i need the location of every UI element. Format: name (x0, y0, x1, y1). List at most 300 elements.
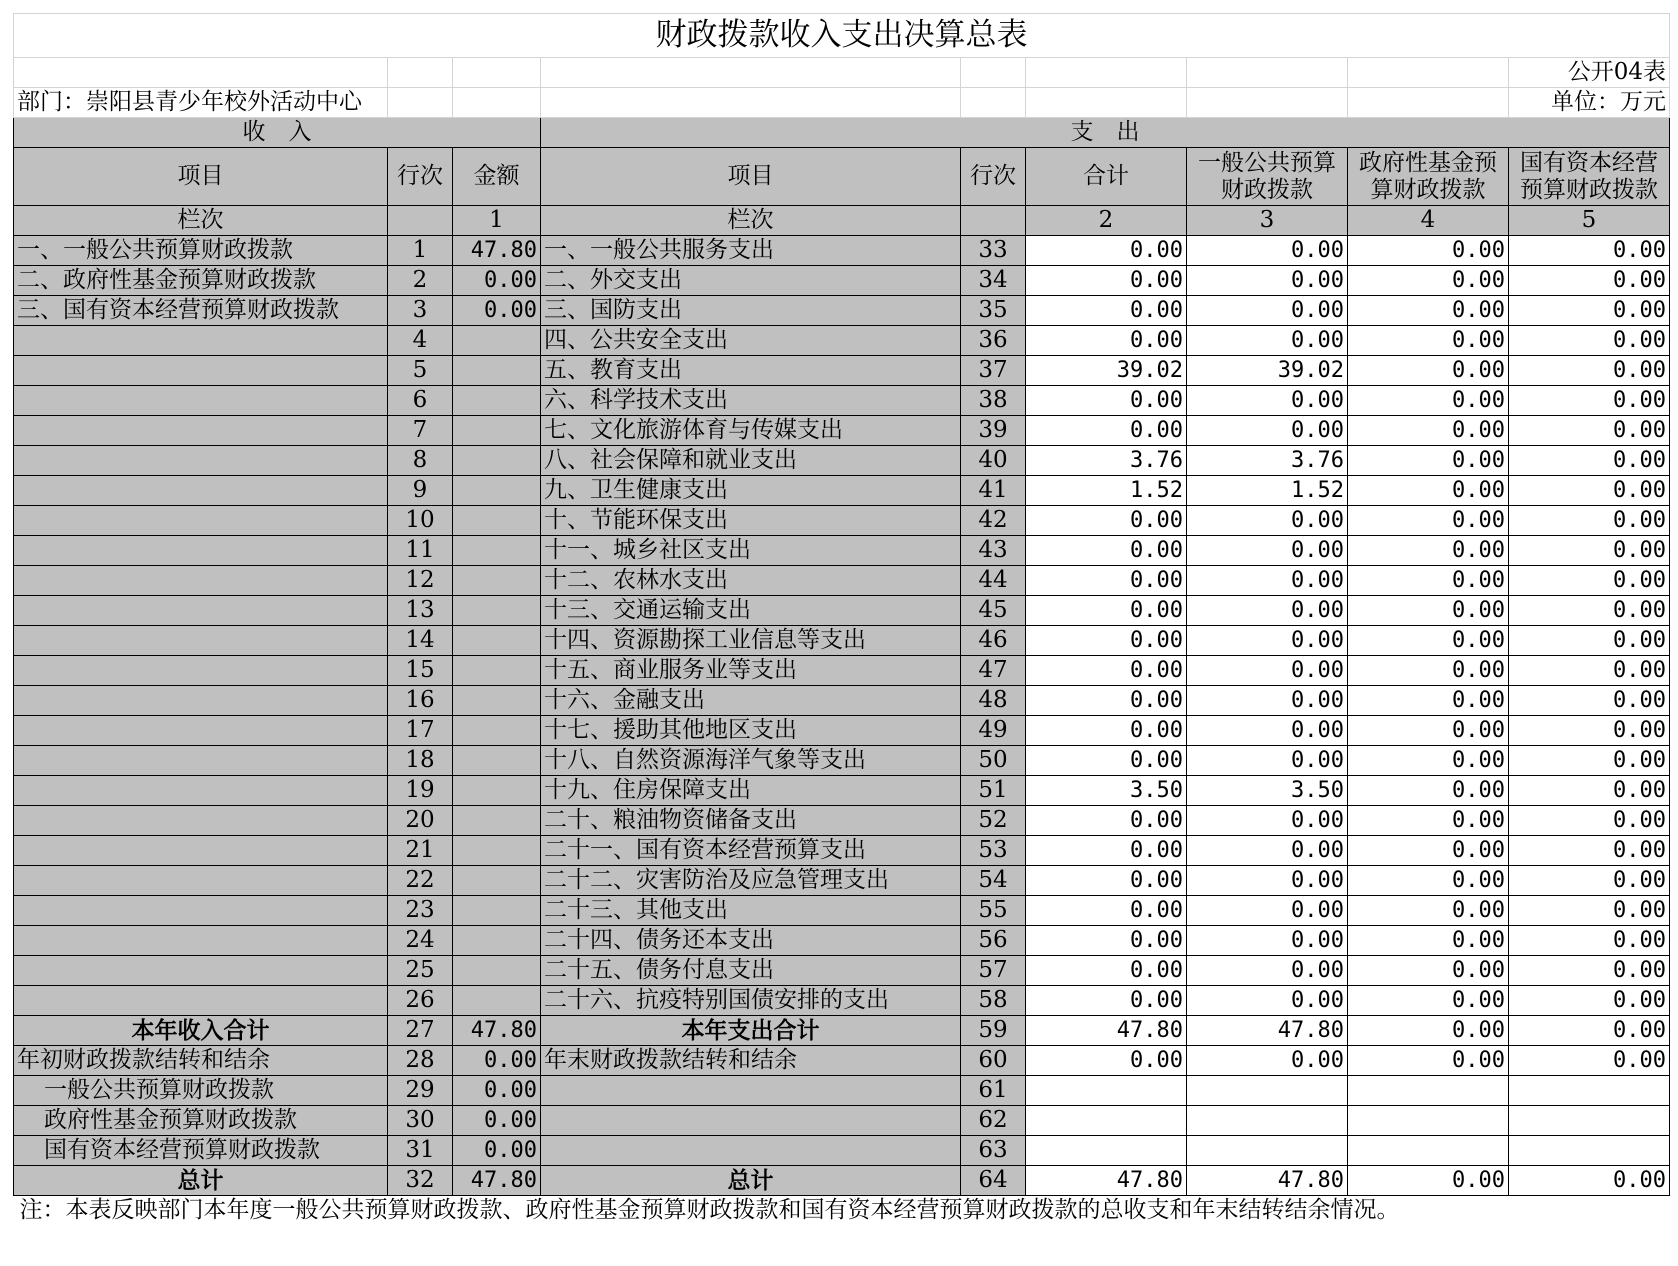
expense-row-number: 58 (961, 986, 1026, 1016)
expense-total: 0.00 (1026, 716, 1187, 746)
expense-general: 0.00 (1187, 536, 1348, 566)
expense-general: 0.00 (1187, 506, 1348, 536)
income-item (14, 326, 388, 356)
expense-state: 0.00 (1509, 776, 1670, 806)
expense-total: 0.00 (1026, 596, 1187, 626)
expense-general: 0.00 (1187, 386, 1348, 416)
expense-row-number: 39 (961, 416, 1026, 446)
expense-state: 0.00 (1509, 656, 1670, 686)
expense-total (1026, 1106, 1187, 1136)
expense-state: 0.00 (1509, 446, 1670, 476)
income-amount (453, 806, 541, 836)
expense-row-number: 63 (961, 1136, 1026, 1166)
expense-row-number: 46 (961, 626, 1026, 656)
expense-item: 总计 (541, 1166, 961, 1196)
expense-total: 0.00 (1026, 236, 1187, 266)
expense-total: 0.00 (1026, 746, 1187, 776)
expense-state: 0.00 (1509, 536, 1670, 566)
income-amount (453, 836, 541, 866)
expense-state: 0.00 (1509, 386, 1670, 416)
expense-state: 0.00 (1509, 806, 1670, 836)
table-row (14, 536, 1670, 566)
expense-total: 0.00 (1026, 416, 1187, 446)
income-item: 一、一般公共预算财政拨款 (14, 236, 388, 266)
income-item (14, 476, 388, 506)
income-amount: 0.00 (453, 1046, 541, 1076)
expense-general: 0.00 (1187, 1046, 1348, 1076)
expense-fund: 0.00 (1348, 1016, 1509, 1046)
expense-general: 1.52 (1187, 476, 1348, 506)
expense-row-number: 45 (961, 596, 1026, 626)
income-amount (453, 986, 541, 1016)
income-amount (453, 956, 541, 986)
expense-item: 十、节能环保支出 (541, 506, 961, 536)
expense-state: 0.00 (1509, 956, 1670, 986)
table-row (14, 326, 1670, 356)
carryover-row (14, 1136, 1670, 1166)
expense-total: 0.00 (1026, 836, 1187, 866)
expense-fund: 0.00 (1348, 236, 1509, 266)
expense-state (1509, 1076, 1670, 1106)
expense-item: 五、教育支出 (541, 356, 961, 386)
expense-fund: 0.00 (1348, 596, 1509, 626)
income-row-number: 20 (388, 806, 453, 836)
expense-fund: 0.00 (1348, 296, 1509, 326)
expense-item: 本年支出合计 (541, 1016, 961, 1046)
income-amount (453, 776, 541, 806)
expense-total: 0.00 (1026, 926, 1187, 956)
expense-general: 0.00 (1187, 596, 1348, 626)
table-row (14, 506, 1670, 536)
expense-total: 0.00 (1026, 806, 1187, 836)
expense-section-header: 支 出 (541, 118, 1670, 148)
expense-item: 八、社会保障和就业支出 (541, 446, 961, 476)
income-item (14, 566, 388, 596)
expense-fund-header: 政府性基金预算财政拨款 (1348, 148, 1509, 206)
expense-item (541, 1136, 961, 1166)
expense-general: 0.00 (1187, 326, 1348, 356)
expense-row-number: 50 (961, 746, 1026, 776)
expense-general: 0.00 (1187, 416, 1348, 446)
expense-general: 0.00 (1187, 926, 1348, 956)
expense-fund (1348, 1076, 1509, 1106)
expense-row-number: 64 (961, 1166, 1026, 1196)
expense-total: 0.00 (1026, 1046, 1187, 1076)
table-row (14, 956, 1670, 986)
income-item (14, 446, 388, 476)
income-amount (453, 326, 541, 356)
expense-general: 0.00 (1187, 866, 1348, 896)
expense-general: 0.00 (1187, 296, 1348, 326)
expense-item: 二十、粮油物资储备支出 (541, 806, 961, 836)
expense-fund: 0.00 (1348, 626, 1509, 656)
income-item (14, 686, 388, 716)
expense-state: 0.00 (1509, 1016, 1670, 1046)
expense-general: 0.00 (1187, 656, 1348, 686)
income-amount (453, 866, 541, 896)
income-amount (453, 566, 541, 596)
expense-item: 六、科学技术支出 (541, 386, 961, 416)
expense-row-number: 55 (961, 896, 1026, 926)
income-amount: 0.00 (453, 266, 541, 296)
income-amount: 47.80 (453, 1016, 541, 1046)
expense-row-column-index (961, 206, 1026, 236)
total-row (14, 1166, 1670, 1196)
general-column-index: 3 (1187, 206, 1348, 236)
income-row-number: 32 (388, 1166, 453, 1196)
income-row-number: 1 (388, 236, 453, 266)
expense-state: 0.00 (1509, 1046, 1670, 1076)
carryover-row (14, 1106, 1670, 1136)
expense-total: 0.00 (1026, 386, 1187, 416)
income-item (14, 956, 388, 986)
expense-item: 十四、资源勘探工业信息等支出 (541, 626, 961, 656)
income-amount: 47.80 (453, 1166, 541, 1196)
income-section-header: 收 入 (14, 118, 541, 148)
expense-general: 0.00 (1187, 686, 1348, 716)
expense-row-number: 49 (961, 716, 1026, 746)
expense-item: 十五、商业服务业等支出 (541, 656, 961, 686)
expense-state: 0.00 (1509, 746, 1670, 776)
expense-row-number: 47 (961, 656, 1026, 686)
expense-state: 0.00 (1509, 626, 1670, 656)
income-item (14, 506, 388, 536)
expense-fund: 0.00 (1348, 716, 1509, 746)
income-amount (453, 926, 541, 956)
expense-item: 四、公共安全支出 (541, 326, 961, 356)
expense-column-label: 栏次 (541, 206, 961, 236)
table-note: 注：本表反映部门本年度一般公共预算财政拨款、政府性基金预算财政拨款和国有资本经营预算财政拨款的总收支和年末结转结余情况。 (14, 1196, 1670, 1226)
expense-general (1187, 1136, 1348, 1166)
expense-state: 0.00 (1509, 896, 1670, 926)
expense-fund: 0.00 (1348, 386, 1509, 416)
expense-item (541, 1076, 961, 1106)
expense-row-number: 40 (961, 446, 1026, 476)
expense-fund (1348, 1106, 1509, 1136)
expense-general: 0.00 (1187, 836, 1348, 866)
expense-state: 0.00 (1509, 566, 1670, 596)
income-item (14, 716, 388, 746)
expense-total: 0.00 (1026, 626, 1187, 656)
income-amount (453, 686, 541, 716)
income-amount (453, 476, 541, 506)
expense-fund: 0.00 (1348, 266, 1509, 296)
expense-fund: 0.00 (1348, 686, 1509, 716)
expense-total (1026, 1076, 1187, 1106)
expense-general: 3.50 (1187, 776, 1348, 806)
expense-item: 十六、金融支出 (541, 686, 961, 716)
expense-state (1509, 1136, 1670, 1166)
expense-state: 0.00 (1509, 926, 1670, 956)
table-row (14, 356, 1670, 386)
expense-item: 七、文化旅游体育与传媒支出 (541, 416, 961, 446)
expense-total: 47.80 (1026, 1016, 1187, 1046)
expense-general: 0.00 (1187, 746, 1348, 776)
expense-item: 二十五、债务付息支出 (541, 956, 961, 986)
income-row-number: 17 (388, 716, 453, 746)
expense-state: 0.00 (1509, 596, 1670, 626)
expense-row-number: 56 (961, 926, 1026, 956)
income-amount (453, 506, 541, 536)
expense-total: 0.00 (1026, 326, 1187, 356)
expense-fund: 0.00 (1348, 566, 1509, 596)
table-row (14, 806, 1670, 836)
expense-row-number: 35 (961, 296, 1026, 326)
income-item (14, 866, 388, 896)
expense-item: 二十六、抗疫特别国债安排的支出 (541, 986, 961, 1016)
expense-fund: 0.00 (1348, 836, 1509, 866)
expense-row-number: 36 (961, 326, 1026, 356)
table-row (14, 476, 1670, 506)
expense-general: 0.00 (1187, 566, 1348, 596)
income-item: 三、国有资本经营预算财政拨款 (14, 296, 388, 326)
expense-general (1187, 1076, 1348, 1106)
income-item (14, 806, 388, 836)
income-item (14, 626, 388, 656)
income-row-number: 13 (388, 596, 453, 626)
expense-state: 0.00 (1509, 416, 1670, 446)
table-row (14, 626, 1670, 656)
unit-label: 单位：万元 (1509, 88, 1670, 118)
department-label: 部门：崇阳县青少年校外活动中心 (14, 88, 388, 118)
expense-row-number: 43 (961, 536, 1026, 566)
income-row-number: 21 (388, 836, 453, 866)
table-row (14, 296, 1670, 326)
income-item: 国有资本经营预算财政拨款 (14, 1136, 388, 1166)
income-item: 本年收入合计 (14, 1016, 388, 1046)
income-row-number: 29 (388, 1076, 453, 1106)
fund-column-index: 4 (1348, 206, 1509, 236)
expense-total: 0.00 (1026, 896, 1187, 926)
expense-state: 0.00 (1509, 356, 1670, 386)
expense-general: 0.00 (1187, 956, 1348, 986)
expense-fund: 0.00 (1348, 506, 1509, 536)
table-row (14, 686, 1670, 716)
expense-row-number: 57 (961, 956, 1026, 986)
expense-fund: 0.00 (1348, 806, 1509, 836)
income-row-number: 9 (388, 476, 453, 506)
subtotal-row (14, 1016, 1670, 1046)
expense-state (1509, 1106, 1670, 1136)
expense-fund: 0.00 (1348, 356, 1509, 386)
income-item (14, 746, 388, 776)
income-column-label: 栏次 (14, 206, 388, 236)
income-row-number: 10 (388, 506, 453, 536)
income-item (14, 596, 388, 626)
expense-state: 0.00 (1509, 236, 1670, 266)
expense-fund: 0.00 (1348, 446, 1509, 476)
table-row (14, 836, 1670, 866)
expense-general: 0.00 (1187, 236, 1348, 266)
expense-total: 39.02 (1026, 356, 1187, 386)
income-item (14, 896, 388, 926)
income-amount: 0.00 (453, 1076, 541, 1106)
income-row-number: 4 (388, 326, 453, 356)
income-amount: 0.00 (453, 296, 541, 326)
income-row-number: 15 (388, 656, 453, 686)
table-row (14, 656, 1670, 686)
expense-item: 十三、交通运输支出 (541, 596, 961, 626)
expense-row-number: 44 (961, 566, 1026, 596)
expense-general: 0.00 (1187, 986, 1348, 1016)
expense-item: 三、国防支出 (541, 296, 961, 326)
expense-fund: 0.00 (1348, 986, 1509, 1016)
income-column-index: 1 (453, 206, 541, 236)
income-row-number: 11 (388, 536, 453, 566)
expense-item: 九、卫生健康支出 (541, 476, 961, 506)
income-amount (453, 356, 541, 386)
expense-fund: 0.00 (1348, 956, 1509, 986)
expense-general: 0.00 (1187, 266, 1348, 296)
income-row-number: 7 (388, 416, 453, 446)
table-row (14, 896, 1670, 926)
expense-fund: 0.00 (1348, 656, 1509, 686)
expense-total: 0.00 (1026, 266, 1187, 296)
expense-total: 0.00 (1026, 566, 1187, 596)
income-row-number: 19 (388, 776, 453, 806)
income-row-header: 行次 (388, 148, 453, 206)
expense-total-header: 合计 (1026, 148, 1187, 206)
income-item: 政府性基金预算财政拨款 (14, 1106, 388, 1136)
total-column-index: 2 (1026, 206, 1187, 236)
expense-general: 47.80 (1187, 1016, 1348, 1046)
expense-row-number: 34 (961, 266, 1026, 296)
income-row-number: 30 (388, 1106, 453, 1136)
expense-fund: 0.00 (1348, 536, 1509, 566)
income-row-number: 5 (388, 356, 453, 386)
expense-row-number: 61 (961, 1076, 1026, 1106)
expense-item: 十一、城乡社区支出 (541, 536, 961, 566)
expense-general (1187, 1106, 1348, 1136)
table-row (14, 596, 1670, 626)
income-item: 年初财政拨款结转和结余 (14, 1046, 388, 1076)
expense-total: 0.00 (1026, 536, 1187, 566)
income-row-number: 22 (388, 866, 453, 896)
income-item (14, 536, 388, 566)
expense-state: 0.00 (1509, 296, 1670, 326)
expense-general: 0.00 (1187, 896, 1348, 926)
income-row-number: 23 (388, 896, 453, 926)
table-row (14, 266, 1670, 296)
expense-row-number: 37 (961, 356, 1026, 386)
expense-item: 年末财政拨款结转和结余 (541, 1046, 961, 1076)
expense-row-number: 54 (961, 866, 1026, 896)
income-amount: 0.00 (453, 1136, 541, 1166)
expense-state: 0.00 (1509, 866, 1670, 896)
income-amount-header: 金额 (453, 148, 541, 206)
table-row (14, 926, 1670, 956)
expense-row-number: 60 (961, 1046, 1026, 1076)
income-row-number: 8 (388, 446, 453, 476)
table-row (14, 746, 1670, 776)
table-row (14, 866, 1670, 896)
income-item (14, 356, 388, 386)
income-item: 一般公共预算财政拨款 (14, 1076, 388, 1106)
expense-general: 39.02 (1187, 356, 1348, 386)
expense-total: 3.76 (1026, 446, 1187, 476)
income-item-header: 项目 (14, 148, 388, 206)
expense-item: 二、外交支出 (541, 266, 961, 296)
expense-total: 0.00 (1026, 866, 1187, 896)
income-row-column-index (388, 206, 453, 236)
expense-row-number: 53 (961, 836, 1026, 866)
form-number: 公开04表 (1509, 58, 1670, 88)
expense-state: 0.00 (1509, 326, 1670, 356)
expense-fund: 0.00 (1348, 1166, 1509, 1196)
expense-fund: 0.00 (1348, 896, 1509, 926)
income-item (14, 836, 388, 866)
expense-item: 二十三、其他支出 (541, 896, 961, 926)
expense-general: 0.00 (1187, 716, 1348, 746)
expense-total: 0.00 (1026, 686, 1187, 716)
budget-table (13, 13, 1670, 1225)
income-row-number: 31 (388, 1136, 453, 1166)
expense-general: 3.76 (1187, 446, 1348, 476)
table-row (14, 386, 1670, 416)
expense-item: 二十四、债务还本支出 (541, 926, 961, 956)
expense-total: 0.00 (1026, 656, 1187, 686)
income-item (14, 986, 388, 1016)
expense-row-number: 62 (961, 1106, 1026, 1136)
income-amount (453, 416, 541, 446)
expense-total: 0.00 (1026, 506, 1187, 536)
income-amount (453, 596, 541, 626)
expense-state: 0.00 (1509, 986, 1670, 1016)
expense-item-header: 项目 (541, 148, 961, 206)
expense-total: 0.00 (1026, 986, 1187, 1016)
income-row-number: 16 (388, 686, 453, 716)
expense-item: 二十一、国有资本经营预算支出 (541, 836, 961, 866)
expense-fund: 0.00 (1348, 746, 1509, 776)
income-amount (453, 716, 541, 746)
expense-state: 0.00 (1509, 686, 1670, 716)
expense-item (541, 1106, 961, 1136)
expense-item: 一、一般公共服务支出 (541, 236, 961, 266)
income-row-number: 28 (388, 1046, 453, 1076)
expense-fund: 0.00 (1348, 416, 1509, 446)
income-amount (453, 656, 541, 686)
expense-state-header: 国有资本经营预算财政拨款 (1509, 148, 1670, 206)
expense-general: 0.00 (1187, 626, 1348, 656)
income-amount (453, 386, 541, 416)
income-amount (453, 746, 541, 776)
expense-total: 3.50 (1026, 776, 1187, 806)
income-amount (453, 626, 541, 656)
expense-total: 1.52 (1026, 476, 1187, 506)
expense-state: 0.00 (1509, 506, 1670, 536)
table-row (14, 236, 1670, 266)
expense-item: 十七、援助其他地区支出 (541, 716, 961, 746)
income-row-number: 27 (388, 1016, 453, 1046)
expense-general-header: 一般公共预算财政拨款 (1187, 148, 1348, 206)
income-row-number: 3 (388, 296, 453, 326)
income-row-number: 2 (388, 266, 453, 296)
income-row-number: 24 (388, 926, 453, 956)
expense-state: 0.00 (1509, 716, 1670, 746)
state-column-index: 5 (1509, 206, 1670, 236)
income-amount (453, 896, 541, 926)
expense-fund: 0.00 (1348, 926, 1509, 956)
expense-fund: 0.00 (1348, 776, 1509, 806)
income-row-number: 26 (388, 986, 453, 1016)
expense-fund: 0.00 (1348, 1046, 1509, 1076)
carryover-row (14, 1076, 1670, 1106)
income-amount (453, 446, 541, 476)
income-row-number: 12 (388, 566, 453, 596)
table-row (14, 776, 1670, 806)
expense-row-number: 51 (961, 776, 1026, 806)
income-amount: 0.00 (453, 1106, 541, 1136)
